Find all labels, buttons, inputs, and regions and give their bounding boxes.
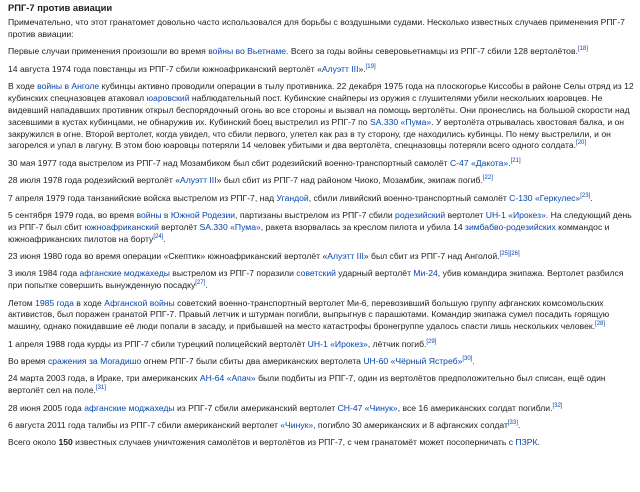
citation [426, 339, 436, 345]
text-run: 28 июля 1978 года родезийский вертолёт « [8, 175, 181, 186]
text-run: 1 апреля 1988 года курды из РПГ-7 сбили турецкий полицейский вертолёт [8, 338, 308, 349]
citation [462, 356, 472, 362]
reference-link[interactable]: [19] [365, 63, 376, 70]
reference-link[interactable]: [23] [580, 192, 591, 199]
wiki-link[interactable]: С-130 «Геркулес» [509, 192, 581, 203]
text-run: Во время [8, 355, 48, 366]
paragraph [8, 193, 634, 205]
reference-link[interactable]: [24] [153, 233, 164, 240]
paragraph [8, 64, 634, 76]
text-run: » был сбит из РПГ-7 над районом Чиоко, Мозамбик, экипаж погиб. [216, 175, 483, 186]
paragraph [8, 339, 634, 351]
paragraph [8, 158, 634, 170]
paragraph [8, 298, 634, 334]
wiki-link[interactable]: Афганской войны [104, 297, 175, 308]
text-run: коммандос и южноафриканских пилотов на борту [8, 221, 610, 244]
paragraph [8, 373, 634, 397]
wiki-link[interactable]: СН-47 «Чинук» [337, 402, 398, 413]
wiki-link[interactable]: южноафриканский [84, 221, 159, 232]
text-run: наблюдательный пост. Кубинские снайперы из оружия с глушителями убили нескольких юаровцев. Не видевший нападавших противник открыл беспорядочный огонь во все стороны и вызвал на помощь вертолёты. Они пронеслись на большой скорости над засевшими в кустах кубинцами, не обнаружив их. Кубинский боец выстрелил из РПГ-7 по [8, 93, 630, 127]
wiki-link[interactable]: зимбабво-родезийских [465, 221, 556, 232]
text-run: Всего около [8, 437, 59, 448]
citation [195, 280, 205, 286]
wiki-link[interactable]: ПЗРК [515, 437, 538, 448]
citation [500, 251, 510, 257]
text-run: Примечательно, что этот гранатомет довольно часто использовался для борьбы с воздушными судами. Несколько известных случаев применения РПГ-7 против авиации: [8, 17, 625, 40]
wiki-link[interactable]: Алуэтт III [327, 250, 364, 261]
citation [595, 321, 605, 327]
text-run: . [508, 157, 511, 168]
text-run: 28 июня 2005 года [8, 402, 85, 413]
text-run: , все 16 американских солдат погибли. [397, 402, 553, 413]
wiki-link[interactable]: родезийский [395, 209, 446, 220]
text-run: вертолет [445, 209, 486, 220]
text-run: Первые случаи применения произошли во время [8, 46, 209, 57]
paragraph [8, 420, 634, 432]
text-run: В ходе [8, 81, 38, 92]
wiki-link[interactable]: 1985 года [35, 297, 74, 308]
reference-link[interactable]: [30] [462, 356, 473, 363]
text-run: 5 сентября 1979 года, во время [8, 209, 137, 220]
paragraph [8, 17, 634, 41]
text-run: . Всего за годы войны северовьетнамцы из РПГ-7 сбили 128 вертолётов. [286, 46, 578, 57]
text-run: . [590, 192, 593, 203]
paragraph [8, 175, 634, 187]
reference-link[interactable]: [29] [426, 338, 437, 345]
text-run: вертолёт [158, 221, 200, 232]
reference-link[interactable]: [22] [482, 175, 493, 182]
paragraph [8, 210, 634, 246]
wiki-link[interactable]: войны в Анголе [37, 81, 100, 92]
citation [578, 47, 588, 53]
paragraph [8, 268, 634, 292]
citation [511, 158, 521, 164]
text-run: ». [358, 63, 366, 74]
text-run: огнем РПГ-7 были сбиты два американских вертолета [141, 355, 364, 366]
citation [508, 420, 518, 426]
bold-text: 150 [58, 437, 73, 448]
reference-link[interactable]: [28] [595, 321, 606, 328]
wiki-link[interactable]: афганские моджахеды [79, 268, 170, 279]
text-run: в ходе [73, 297, 105, 308]
reference-link[interactable]: [31] [95, 385, 106, 392]
reference-link[interactable]: [27] [195, 280, 206, 287]
reference-link[interactable]: [18] [577, 46, 588, 53]
text-run: ударный вертолёт [335, 268, 414, 279]
paragraph [8, 46, 634, 58]
wiki-link[interactable]: С-47 «Дакота» [449, 157, 509, 168]
reference-link[interactable]: [32] [552, 402, 563, 409]
reference-link[interactable]: [20] [576, 140, 587, 147]
text-run: . [517, 419, 521, 430]
wiki-link[interactable]: афганские моджахеды [84, 402, 175, 413]
text-run: . На следующий день из РПГ-7 был сбит [8, 209, 632, 232]
wiki-link[interactable]: SA.330 «Пума» [369, 116, 432, 127]
text-run: советский военно-транспортный вертолет Ми-6, перевозивший большую группу афганских комсомольских активистов, был поражен гранатой РПГ-7. Правый летчик и штурман погибли, выпрыгнув с парашютами. Командир экипажа сумел посадить горящую машину, однако покидавшие её люди попали в засаду, и прибывшей на место катастрофы бронегруппе удалось спасти лишь нескольких человек. [8, 297, 610, 332]
text-run: 24 марта 2003 года, в Ираке, три американских [8, 373, 200, 384]
text-run: 6 августа 2011 года талибы из РПГ-7 сбили американский вертолет [8, 419, 281, 430]
text-run: . [205, 280, 208, 291]
wiki-link[interactable]: Алуэтт III [180, 175, 217, 186]
wiki-link[interactable]: UH-60 «Чёрный Ястреб» [363, 355, 463, 366]
text-run: , ракета взорвалась за креслом пилота и убила 14 [260, 221, 466, 232]
text-run: , погибло 30 американских и 8 афганских солдат [313, 419, 508, 430]
paragraph [8, 403, 634, 415]
text-run: , партизаны выстрелом из РПГ-7 сбили [235, 209, 396, 220]
wiki-link[interactable]: Угандой [276, 192, 309, 203]
wiki-link[interactable]: UH-1 «Ирокез» [485, 209, 546, 220]
text-run: , убив командира экипажа. Вертолет разбился при попытке совершить вынужденную посадку [8, 268, 624, 291]
citation [483, 175, 493, 181]
paragraph [8, 251, 634, 263]
wiki-link[interactable]: сражения за Могадишо [47, 355, 142, 366]
text-run: известных случаев уничтожения самолётов и вертолётов из РПГ-7, с чем гранатомёт может посоперничать с [72, 437, 516, 448]
reference-link[interactable]: [21] [510, 157, 521, 164]
text-run: . [163, 233, 166, 244]
wiki-link[interactable]: Алуэтт III [321, 63, 359, 74]
text-run: , сбили ливийский военно-транспортный самолёт [308, 192, 510, 203]
text-run: выстрелом из РПГ-7 поразили [169, 268, 297, 279]
text-run: 23 июня 1980 года во время операции «Скептик» южноафриканский вертолёт « [8, 250, 328, 261]
text-run: были подбиты из РПГ-7, один из вертолётов предположительно был списан, ещё один вертолёт сел на поле. [8, 373, 606, 396]
wiki-link[interactable]: Ми-24 [413, 268, 438, 279]
text-run: Летом [8, 297, 36, 308]
paragraph [8, 81, 634, 152]
wiki-link[interactable]: войны во Вьетнаме [208, 46, 287, 57]
paragraph [8, 437, 634, 449]
text-run: 7 апреля 1979 года танзанийские войска выстрелом из РПГ-7, над [8, 192, 277, 203]
citation [576, 141, 586, 147]
reference-link[interactable]: [33] [507, 420, 518, 427]
paragraph [8, 356, 634, 368]
reference-link[interactable]: [25] [499, 251, 510, 258]
text-run: . У вертолёта отрывалась хвостовая балка, и он закружился в огне. Второй вертолет, когда увидел, что сбили первого, улетел как раз в ту сторону, где находились кубинцы. По нему выстрелили, и он загорелся и упал в лагуну. В этом бою юаровцы потеряли 14 человек убитыми и два вертолёта, спецназовцы потеряли всего одного солдата. [8, 116, 625, 151]
citation [366, 64, 376, 70]
text-run: . [537, 437, 540, 448]
wiki-link[interactable]: войны в Южной Родезии [136, 209, 236, 220]
wiki-link[interactable]: SA.330 «Пума» [199, 221, 261, 232]
wiki-link[interactable]: «Чинук» [280, 419, 314, 430]
reference-link[interactable]: [26] [509, 251, 520, 258]
citation [96, 385, 106, 391]
text-run: из РПГ-7 сбили американский вертолет [174, 402, 338, 413]
text-run: , лётчик погиб. [367, 338, 427, 349]
text-run: 30 мая 1977 года выстрелом из РПГ-7 над Мозамбиком был сбит родезийский военно-транспортный самолёт [8, 157, 450, 168]
citation [552, 403, 562, 409]
citation [510, 251, 520, 257]
text-run: . [472, 355, 475, 366]
section-body [8, 17, 634, 449]
wiki-link[interactable]: советский [296, 268, 336, 279]
wiki-link[interactable]: юаровский [146, 93, 190, 104]
text-run: 14 августа 1974 года повстанцы из РПГ-7 сбили южноафриканский вертолёт « [8, 63, 322, 74]
text-run: » был сбит из РПГ-7 над Анголой. [363, 250, 500, 261]
wiki-link[interactable]: АН-64 «Апач» [199, 373, 256, 384]
wiki-link[interactable]: UH-1 «Ирокез» [307, 338, 368, 349]
citation [153, 234, 163, 240]
section-heading: РПГ-7 против авиации [8, 2, 113, 13]
citation [580, 193, 590, 199]
text-run: кубинцы активно проводили операции в тылу противника. 22 декабря 1975 года на плоскогорье Киссобы в районе Селы отряд из 12 кубинских спецназовцев атаковал [8, 81, 634, 104]
text-run: 3 июля 1984 года [8, 268, 80, 279]
